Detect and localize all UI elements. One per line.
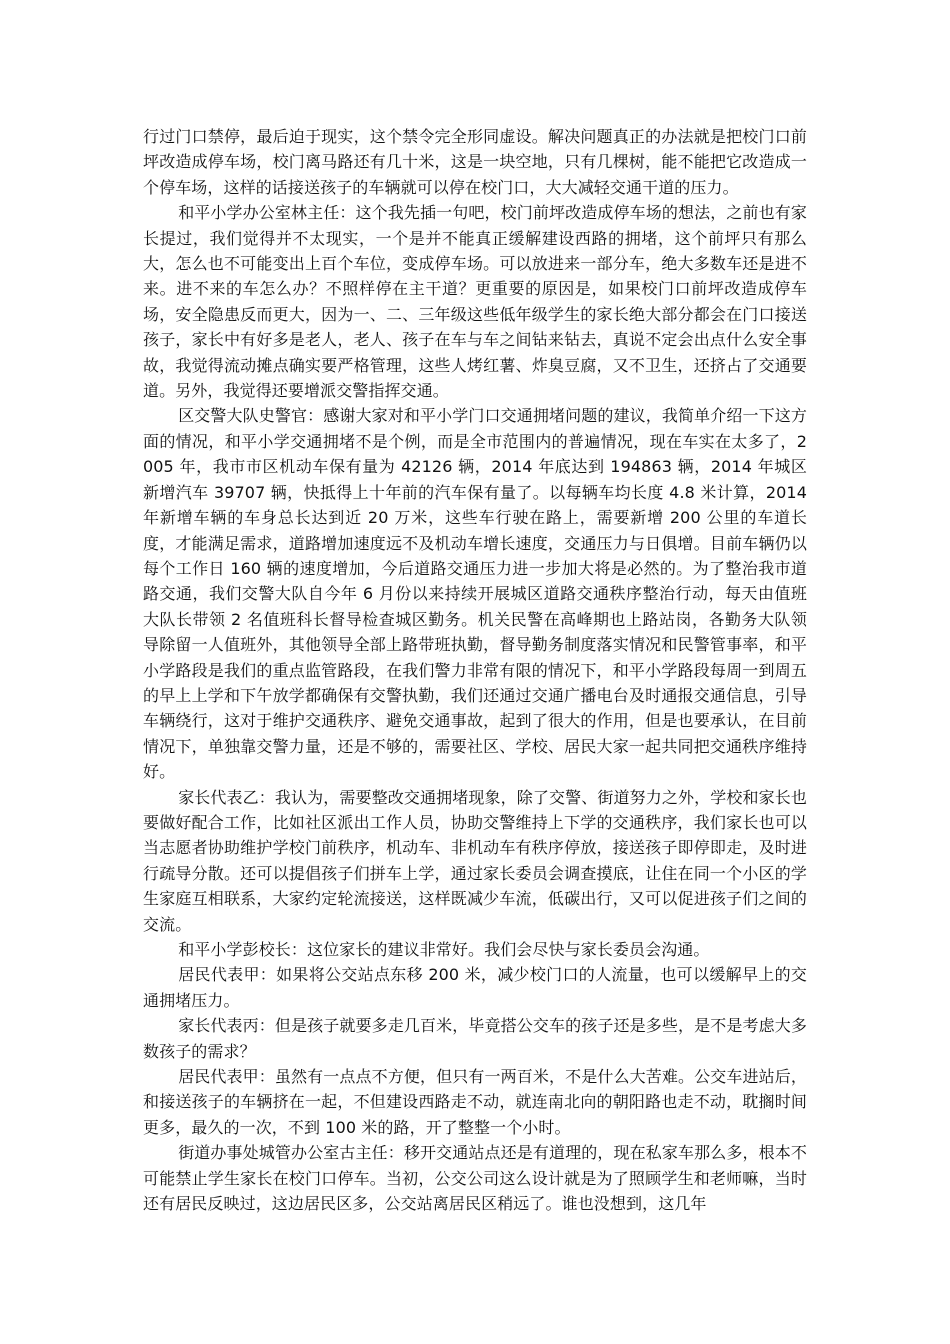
paragraph-parent-rep-c: 家长代表丙：但是孩子就要多走几百米，毕竟搭公交车的孩子还是多些，是不是考虑大多数孩子的需求？ (143, 1016, 807, 1061)
paragraph-director-gu: 街道办事处城管办公室古主任：移开交通站点还是有道理的，现在私家车那么多，根本不可能禁止学生家长在校门口停车。当初，公交公司这么设计就是为了照顾学生和老师嘛，当时还有居民反映过，这边居民区多，公交站离居民区稍远了。谁也没想到，这几年 (143, 1143, 807, 1214)
paragraph-parent-rep-b: 家长代表乙：我认为，需要整改交通拥堵现象，除了交警、街道努力之外，学校和家长也要做好配合工作，比如社区派出工作人员，协助交警维持上下学的交通秩序，我们家长也可以当志愿者协助维护学校门前秩序，机动车、非机动车有秩序停放，接送孩子即停即走，及时进行疏导分散。还可以提倡孩子们拼车上学，通过家长委员会调查摸底，让住在同一个小区的学生家庭互相联系，大家约定轮流接送，这样既减少车流，低碳出行，又可以促进孩子们之间的交流。 (143, 787, 807, 934)
paragraph-office-director-lin: 和平小学办公室林主任：这个我先插一句吧，校门前坪改造成停车场的想法，之前也有家长提过，我们觉得并不太现实，一个是并不能真正缓解建设西路的拥堵，这个前坪只有那么大，怎么也不可能变出上百个车位，变成停车场。可以放进来一部分车，绝大多数车还是进不来。进不来的车怎么办？不照样停在主干道？更重要的原因是，如果校门口前坪改造成停车场，安全隐患反而更大，因为一、二、三年级这些低年级学生的家长绝大部分都会在门口接送孩子，家长中有好多是老人，老人、孩子在车与车之间钻来钻去，真说不定会出点什么安全事故，我觉得流动摊点确实要严格管理，这些人烤红薯、炸臭豆腐，又不卫生，还挤占了交通要道。另外，我觉得还要增派交警指挥交通。 (143, 203, 807, 401)
paragraph-traffic-officer-shi: 区交警大队史警官：感谢大家对和平小学门口交通拥堵问题的建议，我简单介绍一下这方面的情况，和平小学交通拥堵不是个例，而是全市范围内的普遍情况，现在车实在太多了，2005 年，我市市区机动车保有量为 42126 辆，2014 年底达到 194863 辆，2014 年城区新增汽车 39707 辆，快抵得上十年前的汽车保有量了。以每辆车均长度 4.8 米计算，2014 年新增车辆的车身总长达到近 20 万米，这些车行驶在路上，需要新增 200 公里的车道长度，才能满足需求，道路增加速度远不及机动车增长速度，交通压力与日俱增。目前车辆仍以每个工作日 160 辆的速度增加，今后道路交通压力进一步加大将是必然的。为了整治我市道路交通，我们交警大队自今年 6 月份以来持续开展城区道路交通秩序整治行动，每天由值班大队长带领 2 名值班科长督导检查城区勤务。机关民警在高峰期也上路站岗，各勤务大队领导除留一人值班外，其他领导全部上路带班执勤，督导勤务制度落实情况和民警管事率，和平小学路段是我们的重点监管路段，在我们警力非常有限的情况下，和平小学路段每周一到周五的早上上学和下午放学都确保有交警执勤，我们还通过交通广播电台及时通报交通信息，引导车辆绕行，这对于维护交通秩序、避免交通事故，起到了很大的作用，但是也要承认，在目前情况下，单独靠交警力量，还是不够的，需要社区、学校、居民大家一起共同把交通秩序维持好。 (143, 406, 807, 782)
paragraph-resident-rep-a-1: 居民代表甲：如果将公交站点东移 200 米，减少校门口的人流量，也可以缓解早上的交通拥堵压力。 (143, 965, 807, 1010)
document-page (143, 124, 807, 1216)
paragraph-principal-peng: 和平小学彭校长：这位家长的建议非常好。我们会尽快与家长委员会沟通。 (178, 940, 710, 959)
paragraph-continuation: 行过门口禁停，最后迫于现实，这个禁令完全形同虚设。解决问题真正的办法就是把校门口前坪改造成停车场，校门离马路还有几十米，这是一块空地，只有几棵树，能不能把它改造成一个停车场，这样的话接送孩子的车辆就可以停在校门口，大大减轻交通干道的压力。 (143, 127, 807, 197)
paragraph-resident-rep-a-2: 居民代表甲：虽然有一点点不方便，但只有一两百米，不是什么大苦难。公交车进站后，和接送孩子的车辆挤在一起，不但建设西路走不动，就连南北向的朝阳路也走不动，耽搁时间更多，最久的一次，不到 100 米的路，开了整整一个小时。 (143, 1067, 807, 1137)
